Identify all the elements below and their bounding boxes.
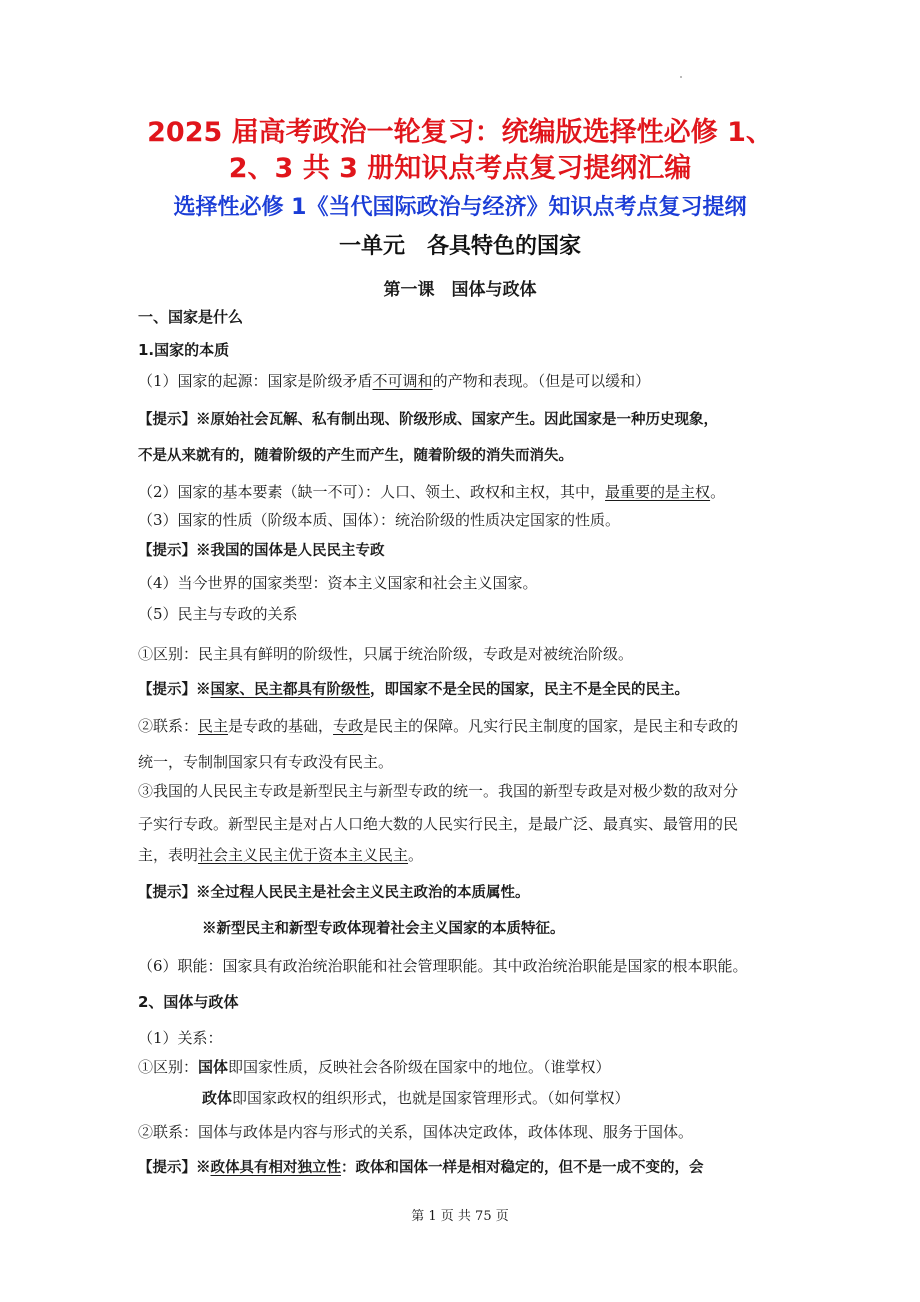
section-heading: 一、国家是什么 xyxy=(138,308,244,326)
page-footer: 第 1 页 共 75 页 xyxy=(411,1209,509,1224)
paragraph xyxy=(138,481,798,503)
underlined-text: 国家、民主都具有阶级性 xyxy=(210,681,370,698)
lesson-heading: 第一课 国体与政体 xyxy=(383,280,537,300)
paragraph xyxy=(138,844,798,866)
text: 是专政的基础， xyxy=(228,717,334,735)
text: 即国家性质，反映社会各阶级在国家中的地位。（谁掌权） xyxy=(228,1058,611,1076)
main-title-line2: 2、3 共 3 册知识点考点复习提纲汇编 xyxy=(228,153,692,184)
paragraph: （1）关系： xyxy=(138,1029,223,1047)
tip-line: 【提示】※我国的国体是人民民主专政 xyxy=(138,542,385,559)
text: ①区别： xyxy=(138,1058,199,1076)
subsection-heading: 1.国家的本质 xyxy=(138,341,230,359)
text: （1）国家的起源：国家是阶级矛盾 xyxy=(138,372,373,390)
text: ：政体和国体一样是相对稳定的，但不是一成不变的，会 xyxy=(341,1159,704,1176)
tip-line: 【提示】※全过程人民民主是社会主义民主政治的本质属性。 xyxy=(138,884,530,901)
paragraph: （5）民主与专政的关系 xyxy=(138,605,298,623)
paragraph: 子实行专政。新型民主是对占人口绝大数的人民实行民主，是最广泛、最真实、最管用的民 xyxy=(138,815,739,833)
unit-heading: 一单元 各具特色的国家 xyxy=(338,234,581,259)
underlined-text: 政体具有相对独立性 xyxy=(210,1159,341,1176)
tip-line: 不是从来就有的，随着阶级的产生而产生，随着阶级的消失而消失。 xyxy=(138,447,573,464)
text: 是民主的保障。凡实行民主制度的国家，是民主和专政的 xyxy=(363,717,739,735)
tip-line: ※新型民主和新型专政体现着社会主义国家的本质特征。 xyxy=(202,920,565,937)
underlined-text: 不可调和 xyxy=(372,372,433,390)
paragraph: （3）国家的性质（阶级本质、国体）：统治阶级的性质决定国家的性质。 xyxy=(138,511,621,529)
paragraph: 统一，专制制国家只有专政没有民主。 xyxy=(138,753,394,771)
paragraph: （4）当今世界的国家类型：资本主义国家和社会主义国家。 xyxy=(138,574,538,592)
paragraph: ③我国的人民民主专政是新型民主与新型专政的统一。我国的新型专政是对极少数的敌对分 xyxy=(138,782,739,800)
paragraph: ①区别：民主具有鲜明的阶级性，只属于统治阶级，专政是对被统治阶级。 xyxy=(138,645,634,663)
decorative-dot xyxy=(680,76,682,78)
bold-term: 政体 xyxy=(202,1089,233,1107)
bold-term: 国体 xyxy=(198,1058,229,1076)
underlined-text: 社会主义民主优于资本主义民主 xyxy=(198,846,409,864)
underlined-text: 专政 xyxy=(333,717,364,735)
text: 。 xyxy=(408,846,424,864)
main-title-line1: 2025 届高考政治一轮复习：统编版选择性必修 1、 xyxy=(147,117,773,148)
section-heading: 2、国体与政体 xyxy=(138,993,239,1011)
paragraph xyxy=(138,715,798,737)
text: 。 xyxy=(710,483,726,501)
paragraph: ②联系：国体与政体是内容与形式的关系，国体决定政体，政体体现、服务于国体。 xyxy=(138,1123,694,1141)
tip-line: 【提示】※原始社会瓦解、私有制出现、阶级形成、国家产生。因此国家是一种历史现象， xyxy=(138,411,718,428)
subtitle: 选择性必修 1《当代国际政治与经济》知识点考点复习提纲 xyxy=(173,195,747,220)
text: 即国家政权的组织形式，也就是国家管理形式。（如何掌权） xyxy=(232,1089,630,1107)
tip-line xyxy=(138,1157,798,1179)
text: 主，表明 xyxy=(138,846,199,864)
text: ②联系： xyxy=(138,717,199,735)
text: 【提示】※ xyxy=(138,1159,211,1176)
text: （2）国家的基本要素（缺一不可）：人口、领土、政权和主权，其中， xyxy=(138,483,606,501)
underlined-text: 最重要的是主权 xyxy=(605,483,711,501)
underlined-text: 民主 xyxy=(198,717,229,735)
text: 的产物和表现。（但是可以缓和） xyxy=(432,372,651,390)
text: ，即国家不是全民的国家，民主不是全民的民主。 xyxy=(370,681,689,698)
paragraph xyxy=(202,1087,862,1109)
paragraph xyxy=(138,1056,798,1078)
text: 【提示】※ xyxy=(138,681,211,698)
paragraph xyxy=(138,370,798,392)
tip-line xyxy=(138,679,798,701)
paragraph: （6）职能：国家具有政治统治职能和社会管理职能。其中政治统治职能是国家的根本职能。 xyxy=(138,957,748,975)
